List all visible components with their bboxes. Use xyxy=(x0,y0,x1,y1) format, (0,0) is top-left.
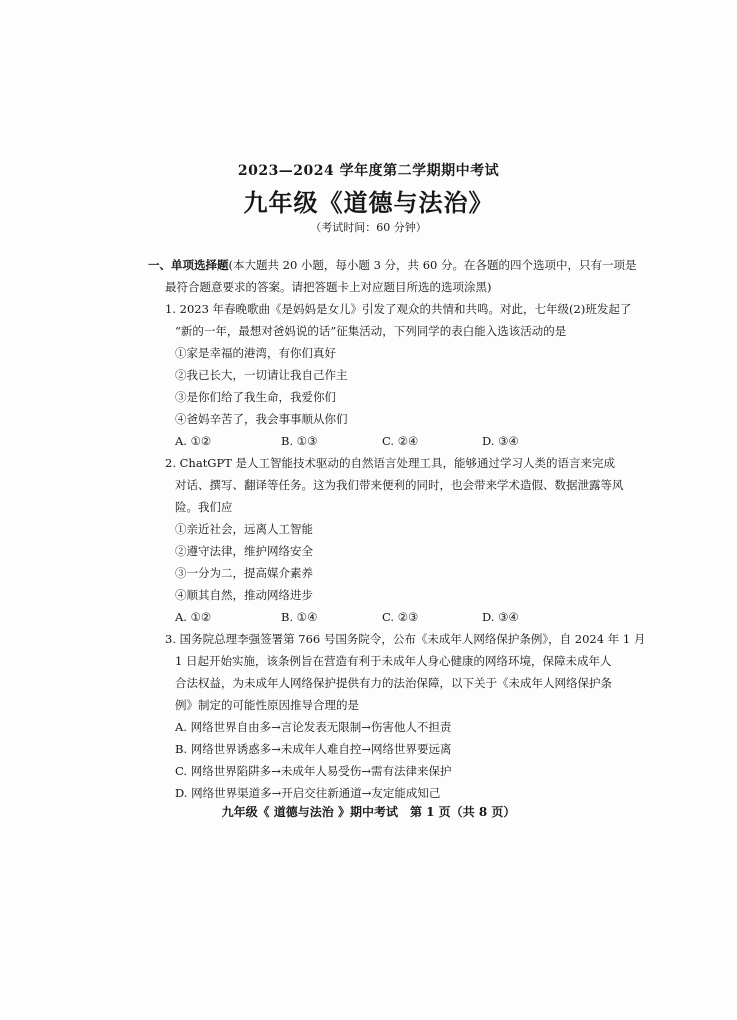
q1-stem-line: 1. 2023 年春晚歌曲《是妈妈是女儿》引发了观众的共情和共鸣。对此，七年级(2)班发起了 xyxy=(165,302,632,316)
q2-item: ④顺其自然，推动网络进步 xyxy=(175,588,313,602)
exam-title: 2023—2024 学年度第二学期期中考试 xyxy=(237,163,500,179)
q1-item: ②我已长大，一切请让我自己作主 xyxy=(175,368,348,382)
q1-item: ③是你们给了我生命，我爱你们 xyxy=(175,390,336,404)
q2-option-b: B. ①④ xyxy=(281,610,318,624)
q3-stem-line: 例》制定的可能性原因推导合理的是 xyxy=(175,698,359,712)
q1-option-b: B. ①③ xyxy=(281,434,318,448)
q2-stem-line: 对话、撰写、翻译等任务。这为我们带来便利的同时，也会带来学术造假、数据泄露等风 xyxy=(175,478,624,492)
q3-stem-line: 1 日起开始实施，该条例旨在营造有利于未成年人身心健康的网络环境，保障未成年人 xyxy=(175,654,612,668)
q2-stem-line: 2. ChatGPT 是人工智能技术驱动的自然语言处理工具，能够通过学习人类的语言来完成 xyxy=(165,456,616,470)
section-heading: 一、单项选择题 xyxy=(148,258,229,272)
q1-item: ①家是幸福的港湾，有你们真好 xyxy=(175,346,336,360)
q2-item: ②遵守法律，维护网络安全 xyxy=(175,544,313,558)
q1-stem-line: “新的一年，最想对爸妈说的话”征集活动，下列同学的表白能入选该活动的是 xyxy=(175,324,567,338)
q2-option-d: D. ③④ xyxy=(482,610,519,624)
section-instructions xyxy=(148,258,637,272)
q1-item: ④爸妈辛苦了，我会事事顺从你们 xyxy=(175,412,348,426)
q3-option-d: D. 网络世界渠道多→开启交往新通道→友定能成知己 xyxy=(175,786,441,800)
q2-stem-line: 险。我们应 xyxy=(175,500,233,514)
q3-stem-line: 合法权益，为未成年人网络保护提供有力的法治保障，以下关于《未成年人网络保护条 xyxy=(175,676,612,690)
q3-option-b: B. 网络世界诱惑多→未成年人难自控→网络世界要远离 xyxy=(175,742,452,756)
section-instructions-line2: 最符合题意要求的答案。请把答题卡上对应题目所选的选项涂黑) xyxy=(165,280,492,294)
section-instructions-line1: (本大题共 20 小题，每小题 3 分，共 60 分。在各题的四个选项中，只有一项是 xyxy=(228,258,637,272)
q2-option-a: A. ①② xyxy=(175,610,212,624)
q3-option-a: A. 网络世界自由多→言论发表无限制→伤害他人不担责 xyxy=(175,720,452,734)
q3-stem-line: 3. 国务院总理李强签署第 766 号国务院令，公布《未成年人网络保护条例》，自 2024 年 1 月 xyxy=(165,632,646,646)
exam-time: （考试时间：60 分钟） xyxy=(310,221,427,234)
q1-option-d: D. ③④ xyxy=(482,434,519,448)
q1-option-a: A. ①② xyxy=(175,434,212,448)
q1-option-c: C. ②④ xyxy=(382,434,419,448)
q2-item: ①亲近社会，远离人工智能 xyxy=(175,522,313,536)
page-footer: 九年级《 道德与法治 》期中考试 第 1 页（共 8 页） xyxy=(221,805,516,819)
subject-title: 九年级《道德与法治》 xyxy=(243,188,494,217)
q2-item: ③一分为二，提高媒介素养 xyxy=(175,566,313,580)
q2-option-c: C. ②③ xyxy=(382,610,419,624)
q3-option-c: C. 网络世界陷阱多→未成年人易受伤→需有法律来保护 xyxy=(175,764,452,778)
